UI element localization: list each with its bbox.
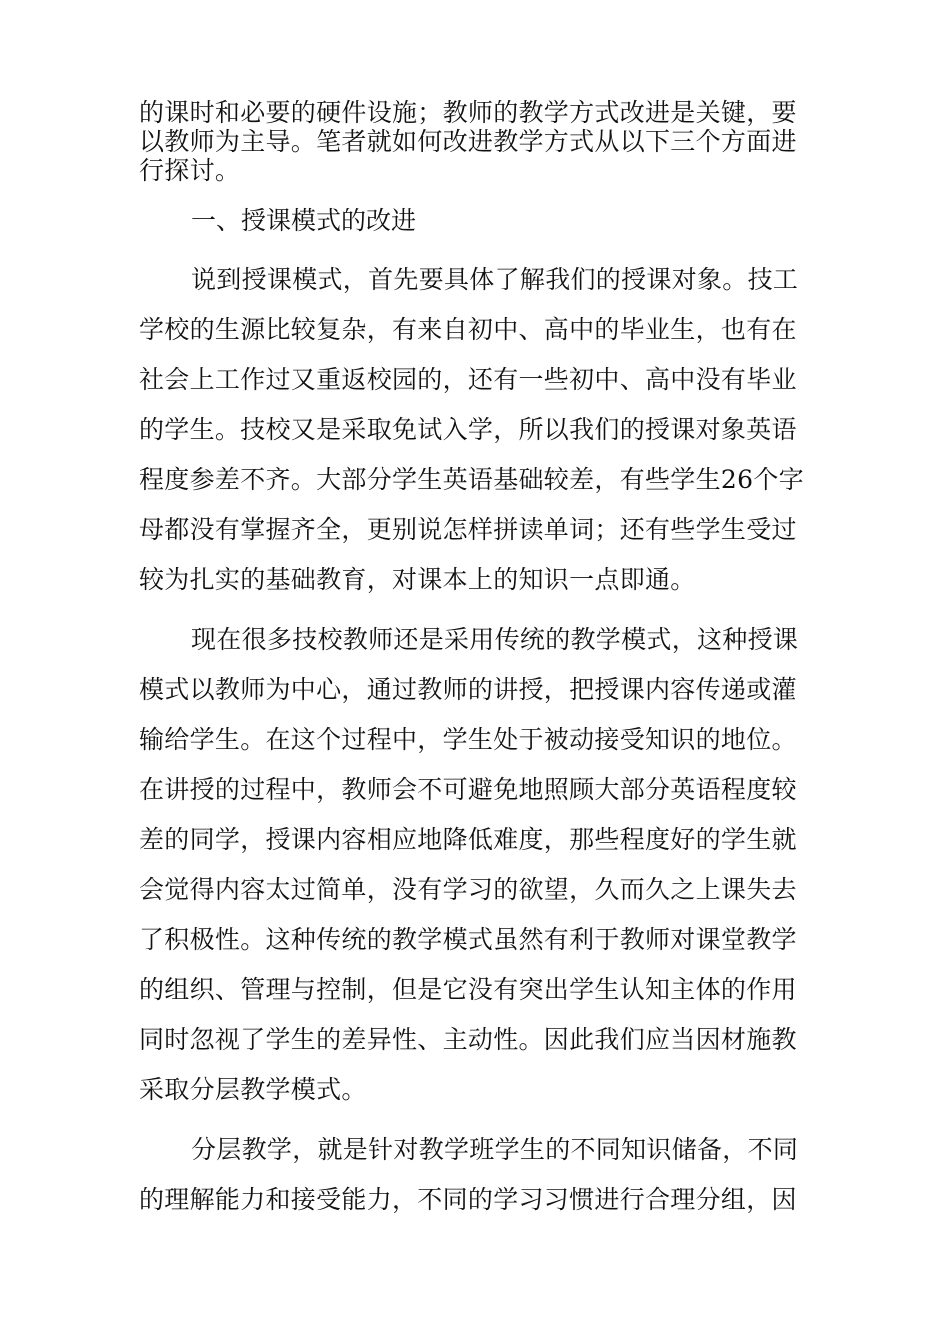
top-paragraph [139, 98, 819, 185]
text-line: 以教师为主导。笔者就如何改进教学方式从以下三个方面进 [139, 127, 797, 156]
text-line: 行探讨。 [139, 156, 241, 185]
text-line: 在讲授的过程中，教师会不可避免地照顾大部分英语程度较 [139, 775, 797, 804]
text-line: 模式以教师为中心，通过教师的讲授，把授课内容传递或灌 [139, 675, 797, 704]
text-line: 的组织、管理与控制，但是它没有突出学生认知主体的作用 [139, 975, 797, 1004]
text-line: 说到授课模式，首先要具体了解我们的授课对象。技工 [191, 265, 799, 294]
document-page [139, 98, 819, 1225]
text-line: 采取分层教学模式。 [139, 1075, 367, 1104]
section-heading: 一、授课模式的改进 [191, 206, 417, 235]
text-line: 了积极性。这种传统的教学模式虽然有利于教师对课堂教学 [139, 925, 797, 954]
text-line: 同时忽视了学生的差异性、主动性。因此我们应当因材施教 [139, 1025, 797, 1054]
text-line: 的理解能力和接受能力，不同的学习习惯进行合理分组，因 [139, 1185, 797, 1214]
paragraph-2 [139, 615, 819, 1115]
text-line: 的学生。技校又是采取免试入学，所以我们的授课对象英语 [139, 415, 797, 444]
text-line: 较为扎实的基础教育，对课本上的知识一点即通。 [139, 565, 696, 594]
text-line: 学校的生源比较复杂，有来自初中、高中的毕业生，也有在 [139, 315, 797, 344]
text-line: 分层教学，就是针对教学班学生的不同知识储备，不同 [191, 1135, 799, 1164]
text-line: 差的同学，授课内容相应地降低难度，那些程度好的学生就 [139, 825, 797, 854]
paragraph-3 [139, 1125, 819, 1225]
text-line: 现在很多技校教师还是采用传统的教学模式，这种授课 [191, 625, 799, 654]
text-line: 程度参差不齐。大部分学生英语基础较差，有些学生26个字 [139, 465, 804, 494]
text-line: 会觉得内容太过简单，没有学习的欲望，久而久之上课失去 [139, 875, 797, 904]
text-line: 母都没有掌握齐全，更别说怎样拼读单词；还有些学生受过 [139, 515, 797, 544]
text-line: 的课时和必要的硬件设施；教师的教学方式改进是关键，要 [139, 98, 797, 127]
text-line: 社会上工作过又重返校园的，还有一些初中、高中没有毕业 [139, 365, 797, 394]
text-line: 输给学生。在这个过程中，学生处于被动接受知识的地位。 [139, 725, 797, 754]
paragraph-1 [139, 255, 819, 605]
